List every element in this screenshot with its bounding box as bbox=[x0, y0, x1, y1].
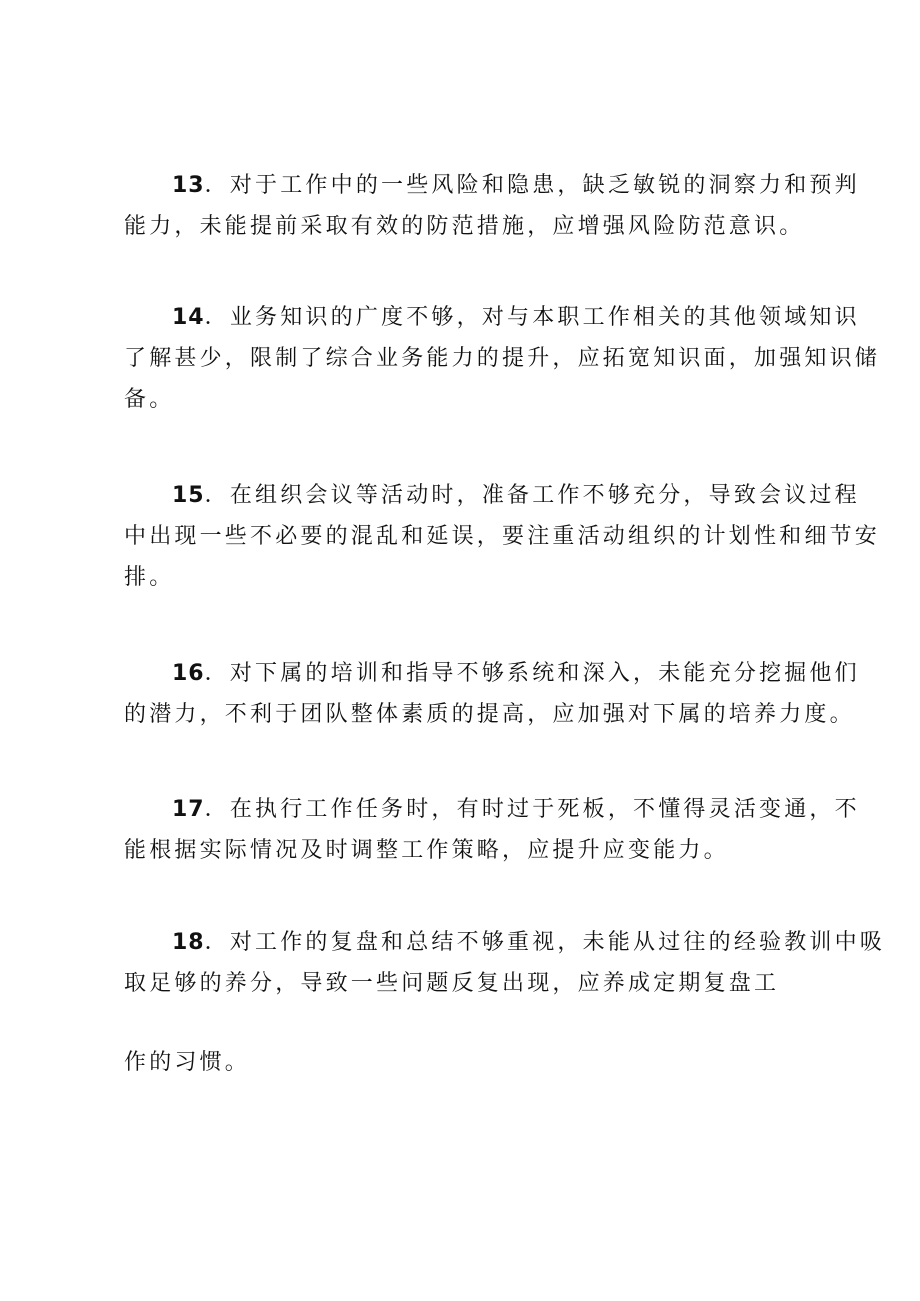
item-14-line-3: 备。 bbox=[124, 387, 175, 412]
item-18-line-2: 取足够的养分，导致一些问题反复出现，应养成定期复盘工 bbox=[124, 971, 780, 996]
item-15-line-1: 15．在组织会议等活动时，准备工作不够充分，导致会议过程 bbox=[124, 475, 814, 516]
item-17-line-2: 能根据实际情况及时调整工作策略，应提升应变能力。 bbox=[124, 838, 729, 863]
list-item-15 bbox=[124, 475, 881, 598]
item-17-line-1: 17．在执行工作任务时，有时过于死板，不懂得灵活变通，不 bbox=[124, 789, 814, 830]
item-13-number: 13 bbox=[172, 173, 205, 198]
item-15-line-2: 中出现一些不必要的混乱和延误，要注重活动组织的计划性和细节安 bbox=[124, 524, 881, 549]
item-14-line-2: 了解甚少，限制了综合业务能力的提升，应拓宽知识面，加强知识储 bbox=[124, 346, 881, 371]
list-item-17 bbox=[124, 789, 860, 871]
item-13-line-2: 能力，未能提前采取有效的防范措施，应增强风险防范意识。 bbox=[124, 214, 805, 239]
item-18-continuation: 作的习惯。 bbox=[124, 1050, 251, 1075]
item-13-line-1: 13．对于工作中的一些风险和隐患，缺乏敏锐的洞察力和预判 bbox=[124, 165, 814, 206]
list-item-14 bbox=[124, 297, 881, 420]
item-15-number: 15 bbox=[172, 483, 205, 508]
item-14-line-1: 14．业务知识的广度不够，对与本职工作相关的其他领域知识 bbox=[124, 297, 814, 338]
list-item-18 bbox=[124, 922, 886, 1004]
item-16-line-1: 16．对下属的培训和指导不够系统和深入，未能充分挖掘他们 bbox=[124, 653, 814, 694]
item-18-number: 18 bbox=[172, 930, 205, 955]
item-14-number: 14 bbox=[172, 305, 205, 330]
item-15-line-3: 排。 bbox=[124, 565, 175, 590]
list-item-16 bbox=[124, 653, 860, 735]
item-17-number: 17 bbox=[172, 797, 205, 822]
item-16-number: 16 bbox=[172, 661, 205, 686]
list-item-13 bbox=[124, 165, 860, 247]
item-16-line-2: 的潜力，不利于团队整体素质的提高，应加强对下属的培养力度。 bbox=[124, 702, 855, 727]
item-18-line-1: 18．对工作的复盘和总结不够重视，未能从过往的经验教训中吸 bbox=[124, 922, 814, 963]
